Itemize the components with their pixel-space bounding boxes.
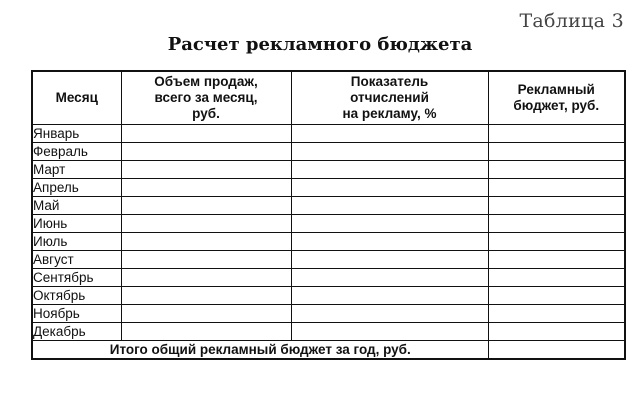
rate-cell[interactable] [291,215,488,233]
table-row [32,323,625,341]
rate-cell[interactable] [291,287,488,305]
sales-cell[interactable] [121,305,291,323]
sales-cell[interactable] [121,323,291,341]
budget-cell[interactable] [488,125,625,143]
sales-cell[interactable] [121,125,291,143]
month-cell: Ноябрь [32,305,121,323]
month-cell: Декабрь [32,323,121,341]
rate-cell[interactable] [291,161,488,179]
month-cell: Сентябрь [32,269,121,287]
column-header-rate: Показатель отчислений на рекламу, % [291,71,488,125]
column-header-budget: Рекламный бюджет, руб. [488,71,625,125]
table-row [32,179,625,197]
sales-cell[interactable] [121,143,291,161]
column-header-month: Месяц [32,71,121,125]
rate-cell[interactable] [291,179,488,197]
total-row [32,341,625,360]
rate-cell[interactable] [291,125,488,143]
sales-cell[interactable] [121,287,291,305]
table-row [32,233,625,251]
table-row [32,251,625,269]
month-cell: Январь [32,125,121,143]
budget-cell[interactable] [488,287,625,305]
budget-cell[interactable] [488,179,625,197]
month-cell: Август [32,251,121,269]
month-cell: Февраль [32,143,121,161]
budget-cell[interactable] [488,215,625,233]
month-cell: Апрель [32,179,121,197]
budget-cell[interactable] [488,233,625,251]
budget-cell[interactable] [488,251,625,269]
table-row [32,143,625,161]
table-number: Таблица 3 [519,10,624,32]
month-cell: Октябрь [32,287,121,305]
budget-cell[interactable] [488,269,625,287]
month-cell: Март [32,161,121,179]
rate-cell[interactable] [291,323,488,341]
rate-cell[interactable] [291,233,488,251]
sales-cell[interactable] [121,179,291,197]
rate-cell[interactable] [291,305,488,323]
budget-cell[interactable] [488,161,625,179]
sales-cell[interactable] [121,161,291,179]
sales-cell[interactable] [121,269,291,287]
table-row [32,269,625,287]
budget-cell[interactable] [488,197,625,215]
sales-cell[interactable] [121,251,291,269]
month-cell: Май [32,197,121,215]
rate-cell[interactable] [291,269,488,287]
rate-cell[interactable] [291,251,488,269]
table-row [32,161,625,179]
budget-cell[interactable] [488,323,625,341]
table-row [32,197,625,215]
month-cell: Июль [32,233,121,251]
table-row [32,287,625,305]
sales-cell[interactable] [121,233,291,251]
rate-cell[interactable] [291,197,488,215]
budget-table [31,70,626,360]
table-row [32,305,625,323]
sales-cell[interactable] [121,197,291,215]
document-title: Расчет рекламного бюджета [167,34,473,55]
table-row [32,215,625,233]
table-row [32,125,625,143]
month-cell: Июнь [32,215,121,233]
total-label: Итого общий рекламный бюджет за год, руб. [32,341,488,360]
budget-cell[interactable] [488,305,625,323]
budget-cell[interactable] [488,143,625,161]
header-row [32,71,625,125]
column-header-sales: Объем продаж, всего за месяц, руб. [121,71,291,125]
sales-cell[interactable] [121,215,291,233]
rate-cell[interactable] [291,143,488,161]
total-value-cell[interactable] [488,341,625,360]
